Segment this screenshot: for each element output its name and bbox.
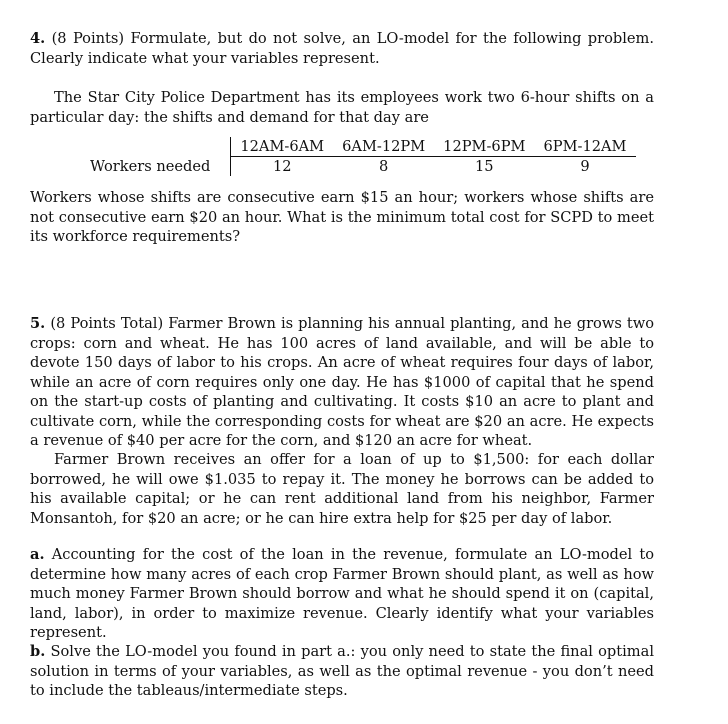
column-header: 12PM-6PM <box>434 137 534 157</box>
q4-points: (8 Points) <box>51 30 125 47</box>
row-label: Workers needed <box>82 157 231 177</box>
table-cell: 9 <box>580 158 590 175</box>
q4-heading <box>30 29 654 68</box>
q5-part-b-label: b. <box>30 643 46 660</box>
column-header: 12AM-6AM <box>231 137 333 157</box>
q5-part-a-text: Accounting for the cost of the loan in the revenue, formulate an LO-model to determine how many acres of each crop Farmer Brown should plant, as well as how much money Farmer Brown should borrow and what he should spend it on (capital, land, labor), in order to maximize revenue. Clearly identify what your variables represent. <box>30 546 655 641</box>
q5-number: 5. <box>30 315 46 332</box>
table-row <box>82 157 636 177</box>
q4-scenario: The Star City Police Department has its employees work two 6-hour shifts on a particular day: the shifts and demand for that day are <box>30 89 654 126</box>
column-header: 6PM-12AM <box>534 137 635 157</box>
q5-p1-text: Farmer Brown is planning his annual planting, and he grows two crops: corn and wheat. He has 100 acres of land available, and will be able to devote 150 days of labor to his crops. An acre of wheat requires four days of labor, while an acre of corn requires only one day. He has $1000 of capital that he spend on the start-up costs of planting and cultivating. It costs $10 an acre to plant and cultivate corn, while the corresponding costs for wheat are $20 an acre. He expects a revenue of $40 per acre for the corn, and $120 an acre for wheat. <box>30 315 655 449</box>
q5-p2: Farmer Brown receives an offer for a loan of up to $1,500: for each dollar borrowed, he will owe $1.035 to repay it. The money he borrows can be added to his available capital; or he can rent additional land from his neighbor, Farmer Monsantoh, for $20 an acre; or he can hire extra help for $25 per day of labor. <box>30 451 654 527</box>
q5-part-b <box>30 642 654 701</box>
table-header-row <box>82 137 636 157</box>
table-cell: 8 <box>378 158 389 175</box>
q5-part-b-text: Solve the LO-model you found in part a.: you only need to state the final optimal solution in terms of your variables, as well as the optimal revenue - you don’t need to include the tableaus/intermediate steps. <box>30 643 655 699</box>
q4-intro: Formulate, but do not solve, an LO-model for the following problem. Clearly indicate what your variables represent. <box>30 30 655 67</box>
q4-number: 4. <box>30 30 46 47</box>
q5-part-a <box>30 545 654 643</box>
table-cell: 15 <box>475 158 494 175</box>
column-header: 6AM-12PM <box>333 137 434 157</box>
q5-points: (8 Points Total) <box>50 315 164 332</box>
table-cell: 12 <box>272 158 292 175</box>
q4-question: Workers whose shifts are consecutive earn $15 an hour; workers whose shifts are not consecutive earn $20 an hour. What is the minimum total cost for SCPD to meet its workforce requirements? <box>30 189 654 245</box>
shift-demand-table <box>82 137 636 176</box>
q5-part-a-label: a. <box>30 546 45 563</box>
q5-p1 <box>30 314 654 451</box>
